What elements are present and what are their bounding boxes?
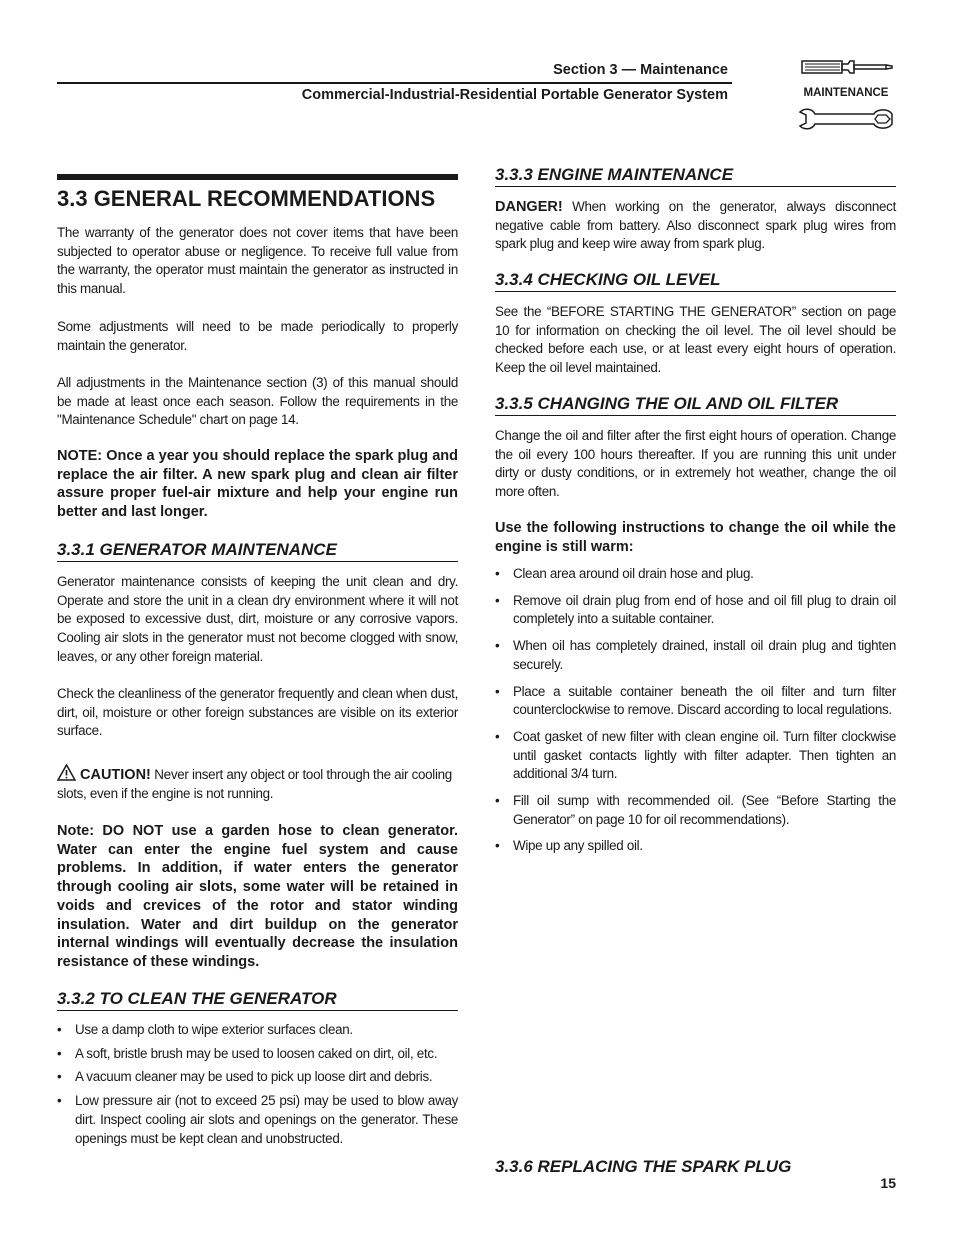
list-item: • Remove oil drain plug from end of hose and oil fill plug to drain oil completely into a suitable container. [495,592,896,629]
header-divider [57,82,732,84]
title-rule [57,174,458,180]
change-oil-paragraph: Change the oil and filter after the first eight hours of operation. Change the oil every 100 hours thereafter. If you are running this unit under dirty or dusty conditions, or in extremely hot weather, change the oil more often. [495,428,896,500]
list-item: • Place a suitable container beneath the oil filter and turn filter counterclockwise to remove. Discard according to local regulations. [495,683,896,720]
season-paragraph: All adjustments in the Maintenance section (3) of this manual should be made at least once each season. Follow the requirements in the "Maintenance Schedule" chart on page 14. [57,375,458,428]
generator-maintenance-paragraph: Generator maintenance consists of keeping the unit clean and dry. Operate and store the unit in a clean dry environment where it will not be exposed to excessive dust, dirt, moisture or any corrosive vapors. Cooling air slots in the generator must not become clogged with snow, leaves, or any other foreign material. [57,574,458,664]
header-section: Section 3 — Maintenance [553,62,728,78]
list-item: • Coat gasket of new filter with clean engine oil. Turn filter clockwise until gasket contacts lightly with filter adapter. Then tighten an additional 3/4 turn. [495,728,896,784]
oil-steps-list [495,565,896,856]
instructions-heading: Use the following instructions to change the oil while the engine is still warm: [495,520,896,555]
list-item: • When oil has completely drained, install oil drain plug and tighten securely. [495,637,896,674]
danger-text: When working on the generator, always disconnect negative cable from battery. Also disconnect spark plug wires from spark plug and keep wire away from spark plug. [495,199,896,252]
list-item: • Clean area around oil drain hose and plug. [495,565,896,584]
danger-label: DANGER! [495,199,563,215]
heading-replacing-spark-plug: 3.3.6 REPLACING THE SPARK PLUG [495,1157,792,1176]
list-item: • A vacuum cleaner may be used to pick up loose dirt and debris. [57,1068,458,1087]
heading-generator-maintenance: 3.3.1 GENERATOR MAINTENANCE [57,540,458,562]
section-title: 3.3 GENERAL RECOMMENDATIONS [57,186,436,211]
caution-label: CAUTION! [80,767,151,783]
list-item: • Fill oil sump with recommended oil. (See “Before Starting the Generator” on page 10 for oil recommendations). [495,792,896,829]
header-subtitle: Commercial-Industrial-Residential Portable Generator System [301,87,728,103]
warning-triangle-icon [57,764,76,781]
page-number: 15 [880,1175,896,1191]
list-item: • A soft, bristle brush may be used to loosen caked on dirt, oil, etc. [57,1045,458,1064]
cleanliness-paragraph: Check the cleanliness of the generator frequently and clean when dust, dirt, oil, moisture or other foreign substances are visible on its exterior surface. [57,686,458,739]
garden-hose-note: Note: DO NOT use a garden hose to clean generator. Water can enter the engine fuel system and cause problems. In addition, if water enters the generator through cooling air slots, some water will be retained in voids and crevices of the rotor and stator winding insulation. Water and dirt buildup on the generator internal windings will eventually decrease the insulation resistance of these windings. [57,823,458,970]
list-item: • Use a damp cloth to wipe exterior surfaces clean. [57,1021,458,1040]
screwdriver-icon [796,58,896,78]
caution-text: Never insert any object or tool through the air cooling slots, even if the engine is not running. [57,767,452,801]
heading-checking-oil-level: 3.3.4 CHECKING OIL LEVEL [495,270,896,292]
caution-paragraph [57,764,458,803]
list-item: • Wipe up any spilled oil. [495,837,896,856]
badge-label: MAINTENANCE [803,87,889,99]
oil-level-paragraph: See the “BEFORE STARTING THE GENERATOR” section on page 10 for information on checking the oil level. The oil level should be checked before each use, or at least every eight hours of operation. Keep the oil level maintained. [495,304,896,376]
heading-changing-oil: 3.3.5 CHANGING THE OIL AND OIL FILTER [495,394,896,416]
warranty-paragraph: The warranty of the generator does not cover items that have been subjected to operator abuse or negligence. To receive full value from the warranty, the operator must maintain the generator as instructed in this manual. [57,225,458,297]
list-item: • Low pressure air (not to exceed 25 psi) may be used to blow away dirt. Inspect cooling air slots and openings on the generator. These openings must be kept clean and unobstructed. [57,1092,458,1148]
heading-engine-maintenance: 3.3.3 ENGINE MAINTENANCE [495,165,896,187]
clean-list [57,1021,458,1148]
spark-plug-note: NOTE: Once a year you should replace the spark plug and replace the air filter. A new spark plug and clean air filter assure proper fuel-air mixture and help your engine run better and last longer. [57,448,458,521]
danger-paragraph [495,198,896,254]
heading-clean-generator: 3.3.2 TO CLEAN THE GENERATOR [57,989,458,1011]
wrench-icon [796,106,896,132]
adjustments-paragraph: Some adjustments will need to be made periodically to properly maintain the generator. [57,319,458,353]
maintenance-badge [796,56,900,136]
